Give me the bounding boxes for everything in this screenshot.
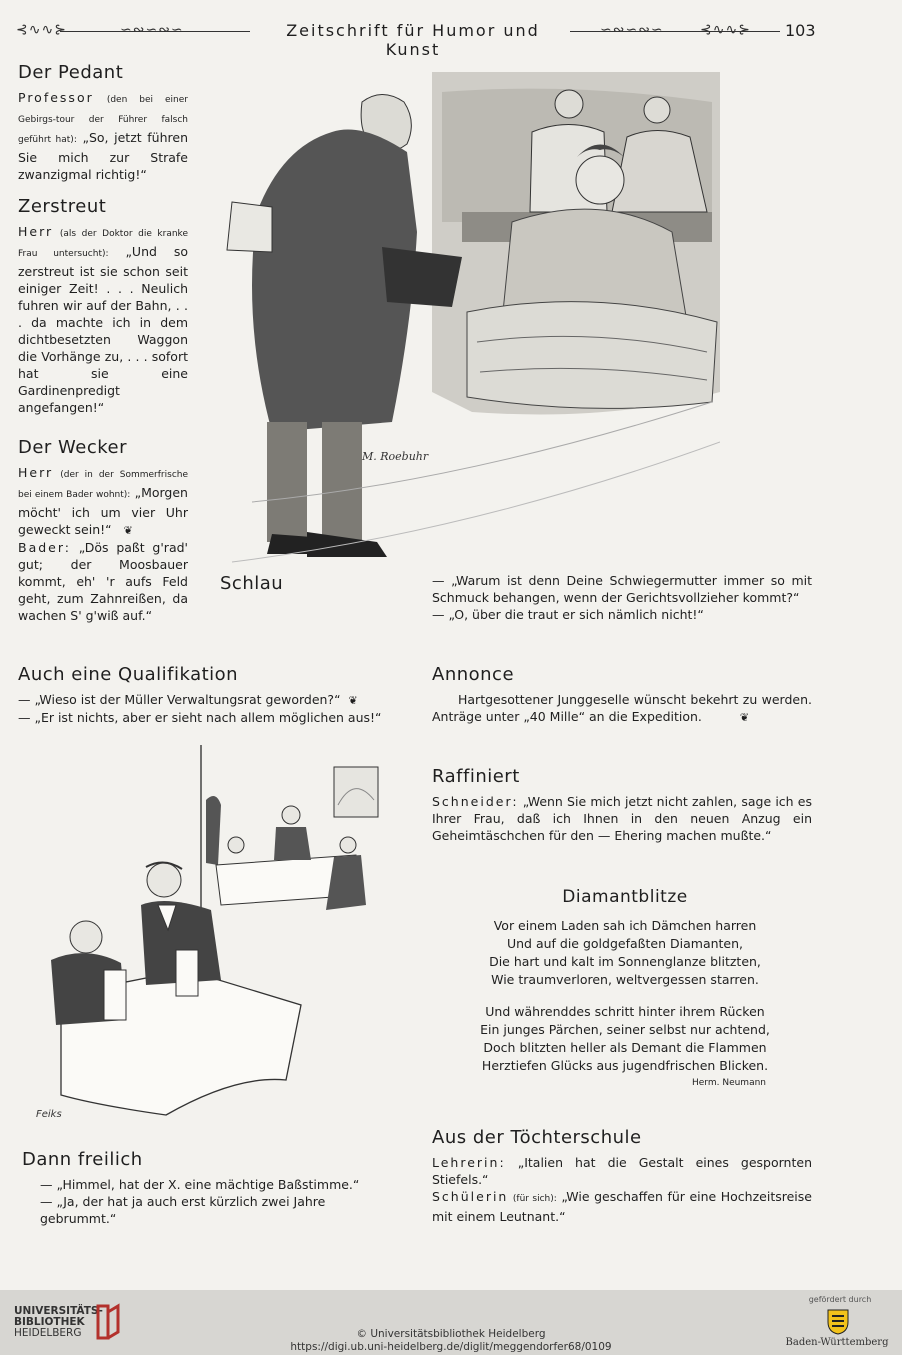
section-zerstreut [18, 196, 188, 416]
section-body [18, 223, 188, 416]
poem-line: Und auf die goldgefaßten Diamanten, [506, 936, 744, 951]
source-url-link[interactable]: https://digi.ub.uni-heidelberg.de/diglit/meggendorfer68/0109 [290, 1341, 612, 1353]
ornament-right-icon: ⊰∿∿⊱ [700, 22, 751, 38]
illustration-signature: Feiks [36, 1109, 62, 1120]
section-title-schlau: Schlau [220, 573, 284, 594]
section-body [18, 89, 188, 183]
speaker: Professor [18, 90, 94, 105]
quote: — „Er ist nichts, aber er sieht nach allem möglichen aus!“ [18, 710, 382, 725]
speaker: Schneider: [432, 794, 519, 809]
section-schlau [432, 572, 812, 623]
poem-line: Wie traumverloren, weltvergessen starren. [491, 972, 759, 987]
section-title: Dann freilich [22, 1149, 143, 1170]
section-title: Aus der Töchterschule [432, 1127, 642, 1148]
quote: „Morgen möcht' ich um vier Uhr geweckt sein!“ [18, 485, 188, 537]
section-toechterschule [432, 1127, 812, 1225]
copyright-text: © Universitätsbibliothek Heidelberg [356, 1328, 546, 1340]
library-name-line: BIBLIOTHEK [14, 1316, 85, 1328]
section-title: Annonce [432, 664, 515, 685]
library-name-line: HEIDELBERG [14, 1327, 82, 1339]
section-title: Auch eine Qualifikation [18, 664, 239, 685]
stage-note: (als der Doktor die kranke Frau untersucht): [18, 229, 188, 259]
illustration-tavern [36, 745, 381, 1135]
library-name-line: UNIVERSITÄTS- [14, 1305, 103, 1317]
quote: — „Warum ist denn Deine Schwiegermutter immer so mit Schmuck behangen, wenn der Gerichtsvollzieher kommt?“ [432, 573, 812, 605]
ornament-right-icon: ∽∾∽∾∽ [600, 22, 664, 38]
poem-author: Herm. Neumann [692, 1078, 766, 1088]
quote: „Wie geschaffen für eine Hochzeitsreise mit einem Leutnant.“ [432, 1189, 812, 1224]
funder-name: Baden-Württemberg [785, 1337, 889, 1348]
section-body [432, 691, 812, 726]
ornament-left-icon: ⊰∿∿⊱ [16, 22, 67, 38]
section-title: Der Wecker [18, 437, 128, 458]
illustration-signature: M. Roebuhr [362, 450, 429, 463]
page-number: 103 [785, 21, 816, 40]
speaker: Schülerin [432, 1189, 509, 1204]
section-body [432, 1154, 812, 1225]
section-annonce [432, 664, 812, 726]
baden-wuerttemberg-crest-icon[interactable] [825, 1307, 851, 1335]
quote: „Und so zerstreut ist sie schon seit einiger Zeit! . . . Neulich fuhren wir auf der Bahn, . . . da machte ich in dem dichtbesetzten Waggon die Vorhänge zu, . . . sofort hat sie eine Gardinenpredigt angefangen!“ [18, 244, 188, 415]
ornament-icon: ❦ [739, 711, 750, 724]
section-body [18, 464, 188, 624]
poem-line: Vor einem Laden sah ich Dämchen harren [493, 918, 757, 933]
section-body [432, 793, 812, 844]
section-title: Zerstreut [18, 196, 107, 217]
quote: Hartgesottener Junggeselle wünscht bekehrt zu werden. Anträge unter „40 Mille“ an die Expedition. [432, 692, 812, 724]
poem-line: Herztiefen Glücks aus jugendfrischen Blicken. [481, 1058, 769, 1073]
poem-line: Ein junges Pärchen, seiner selbst nur achtend, [480, 1022, 770, 1037]
section-title: Raffiniert [432, 766, 520, 787]
quote: „Wenn Sie mich jetzt nicht zahlen, sage ich es Ihrer Frau, daß ich Ihnen in den neuen Anzug ein Geheimtäschchen für den — Ehering machen mußte.“ [432, 794, 812, 843]
section-qualifikation [18, 664, 398, 726]
section-pedant [18, 62, 188, 183]
quote: „So, jetzt führen Sie mich zur Strafe zwanzigmal richtig!“ [18, 130, 188, 182]
speaker: Herr [18, 224, 54, 239]
stage-note: (für sich): [512, 1194, 557, 1204]
speaker: Bader: [18, 540, 71, 555]
illustration-salon [212, 62, 720, 574]
quote: — „Ja, der hat ja auch erst kürzlich zwei Jahre gebrummt.“ [40, 1194, 326, 1226]
ornament-left-icon: ∽∾∽∾∽ [120, 22, 184, 38]
quote: — „Himmel, hat der X. eine mächtige Baßstimme.“ [40, 1177, 360, 1192]
section-body [22, 1176, 392, 1227]
quote: — „O, über die traut er sich nämlich nicht!“ [432, 607, 704, 622]
section-wecker [18, 437, 188, 624]
header-title: Zeitschrift für Humor und Kunst [286, 21, 540, 59]
funded-by-label: gefördert durch [808, 1295, 872, 1304]
section-freilich [22, 1149, 392, 1227]
ornament-icon: ❦ [123, 524, 133, 537]
section-raffiniert [432, 766, 812, 844]
ornament-icon: ❦ [348, 694, 358, 707]
poem-diamantblitze [440, 887, 810, 1088]
section-title: Der Pedant [18, 62, 124, 83]
poem-title: Diamantblitze [562, 887, 688, 907]
section-body [18, 691, 398, 726]
stage-note: (den bei einer Gebirgs-tour der Führer falsch geführt hat): [18, 95, 188, 145]
speaker: Herr [18, 465, 54, 480]
quote: „Italien hat die Gestalt eines gespornten Stiefels.“ [432, 1155, 812, 1187]
stage-note: (der in der Sommerfrische bei einem Bader wohnt): [18, 470, 189, 500]
speaker: Lehrerin: [432, 1155, 506, 1170]
poem-line: Doch blitzten heller als Demant die Flammen [483, 1040, 767, 1055]
quote: „Dös paßt g'rad' gut; der Moosbauer kommt, eh' 'r aufs Feld geht, zum Zahnreißen, da wachen S' g'wiß auf.“ [18, 540, 188, 623]
poem-line: Die hart und kalt im Sonnenglanze blitzten, [489, 954, 761, 969]
poem-line: Und währenddes schritt hinter ihrem Rücken [485, 1004, 765, 1019]
quote: — „Wieso ist der Müller Verwaltungsrat geworden?“ [18, 692, 341, 707]
